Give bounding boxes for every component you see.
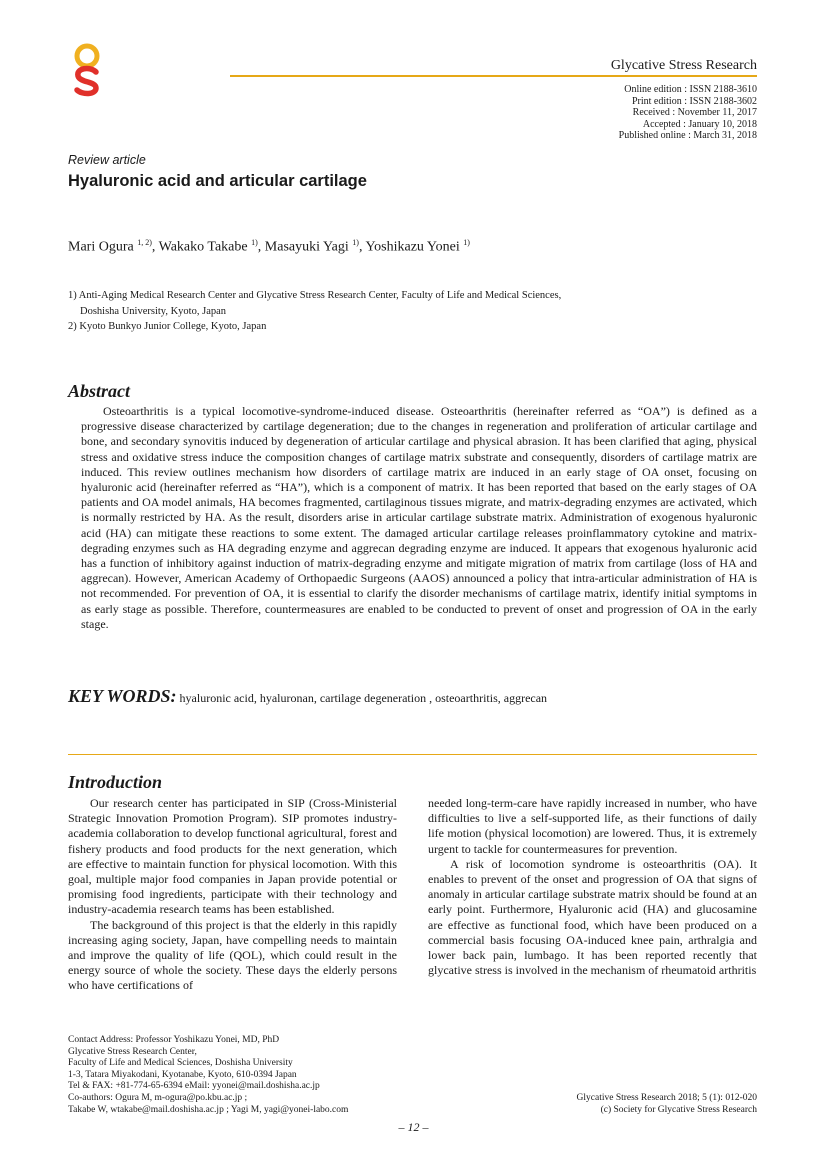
online-issn: Online edition : ISSN 2188-3610: [624, 84, 757, 95]
section-divider: [68, 754, 757, 755]
accepted-date: Accepted : January 10, 2018: [642, 118, 757, 130]
contact-line: Contact Address: Professor Yoshikazu Yonei, MD, PhD: [68, 1035, 280, 1045]
header-rule: [230, 75, 757, 77]
contact-line: Glycative Stress Research Center,: [68, 1046, 197, 1057]
author-name: Masayuki Yagi: [264, 239, 349, 255]
abstract-heading: Abstract: [68, 381, 131, 401]
introduction-heading: Introduction: [68, 772, 163, 792]
author-affiliation-ref: 1): [251, 238, 258, 247]
journal-name: Glycative Stress Research: [610, 58, 757, 73]
received-date: Received : November 11, 2017: [632, 107, 757, 119]
keywords: [68, 686, 547, 707]
citation: [577, 1093, 757, 1116]
abstract-body: Osteoarthritis is a typical locomotive-syndrome-induced disease. Osteoarthritis (hereinafter referred as “OA”) is defined as a progressive disease characterized by cartilage degeneration; due to the changes in regeneration and proliferation of articular cartilage and bone, and secondary synovitis induced by degeneration of articular cartilage and physical abrasion. It has been clarified that aging, physical stress and oxidative stress induce the composition changes of cartilage matrix substrate and consequently, disorders of cartilage matrix are induced. This review outlines mechanism how disorders of cartilage matrix are induced in an early stage of OA onset, focusing on hyaluronic acid (hereinafter referred as “HA”), which is a component of matrix. It has been reported that based on the early stages of OA patients and OA model animals, HA becomes fragmented, cartilaginous tissues migrate, and matrix-degrading enzymes are activated, which is normally restricted by HA. As the result, disorders arise in articular cartilage substrate matrix. Administration of exogenous hyaluronic acid (HA) can mitigate these reactions to some extent. The damaged articular cartilage releases proinflammatory cytokine and matrix-degrading enzymes such as HA degrading enzyme and aggrecan degrading enzyme are induced. It appears that exogenous hyaluronic acid has a function of inhibitory against induction of matrix-degrading enzyme and mitigate migration of matrix from cartilage (loss of HA and aggrecan). However, American Academy of Orthopaedic Surgeons (AAOS) announced a policy that intra-articular administration of HA is not recommended. For prevention of OA, it is essential to clarify the disorder mechanisms of cartilage matrix, identify initial symptoms in as early stage as possible. Therefore, countermeasures are enabled to be conducted to prevent of onset and progression of OA in the early stage.: [81, 404, 757, 631]
article-type: Review article: [68, 153, 146, 167]
contact-line: Takabe W, wtakabe@mail.doshisha.ac.jp ; Yagi M, yagi@yonei-labo.com: [68, 1104, 349, 1115]
keywords-label: KEY WORDS:: [68, 686, 177, 706]
page-number: – 12 –: [398, 1120, 429, 1134]
author-affiliation-ref: 1, 2): [137, 238, 152, 247]
paragraph: Our research center has participated in SIP (Cross-Ministerial Strategic Innovation Promotion Program). SIP promotes industry-academia collaboration to develop functional agricultural, forest and fishery products and food products for the next generation, which are effective to maintain function for physical locomotion. With this goal, multiple major food companies in Japan provide potential or promising food ingredients, participate with their technology and industry-academia research teams has been established.: [68, 796, 397, 917]
contact-line: Co-authors: Ogura M, m-ogura@po.kbu.ac.jp ;: [68, 1092, 248, 1103]
contact-address: [68, 1035, 348, 1116]
citation-line: Glycative Stress Research 2018; 5 (1): 012-020: [576, 1093, 757, 1103]
contact-line: Tel & FAX: +81-774-65-6394 eMail: yyonei@mail.doshisha.ac.jp: [68, 1081, 320, 1092]
intro-right-column: [428, 796, 757, 978]
paragraph: A risk of locomotion syndrome is osteoarthritis (OA). It enables to prevent of the onset and progression of OA that signs of anomaly in articular cartilage substrate matrix should be found at an early point. Furthermore, Hyaluronic acid (HA) and glucosamine are effective as functional food, which have been produced on a commercial basis focusing OA-induced knee pain, arthralgia and lower back pain, lumbago. It has been reported recently that glycative stress is involved in the mechanism of rheumatoid arthritis: [428, 856, 757, 978]
contact-line: 1-3, Tatara Miyakodani, Kyotanabe, Kyoto, 610-0394 Japan: [68, 1069, 297, 1080]
paragraph: The background of this project is that the elderly in this rapidly increasing aging society, Japan, have compelling needs to maintain and improve the quality of life (QOL), which could result in the energy source of whole the society. These days the elderly persons who have certifications of: [68, 917, 397, 993]
keywords-list: hyaluronic acid, hyaluronan, cartilage degeneration , osteoarthritis, aggrecan: [176, 691, 548, 705]
affiliation-line: 1) Anti-Aging Medical Research Center and Glycative Stress Research Center, Faculty of Life and Medical Sciences,: [68, 290, 562, 301]
published-date: Published online : March 31, 2018: [618, 130, 757, 142]
affiliations: [68, 288, 561, 335]
author-name: Mari Ogura: [68, 239, 134, 255]
affiliation-line: Doshisha University, Kyoto, Japan: [80, 305, 227, 317]
author-affiliation-ref: 1): [463, 238, 470, 247]
author-name: Yoshikazu Yonei: [365, 239, 460, 255]
author-name: Wakako Takabe: [158, 239, 248, 255]
copyright-line: (c) Society for Glycative Stress Research: [600, 1104, 757, 1115]
affiliation-line: 2) Kyoto Bunkyo Junior College, Kyoto, Japan: [68, 321, 267, 332]
author-list: Mari Ogura $^{1, 2)}$, Wakako Takabe $^{1)}$, Masayuki Yagi $^{1)}$, Yoshikazu Yonei $^{1)}$: [68, 238, 470, 255]
intro-left-column: [68, 796, 397, 994]
journal-logo: [70, 42, 104, 98]
article-title: Hyaluronic acid and articular cartilage: [68, 172, 367, 190]
contact-line: Faculty of Life and Medical Sciences, Doshisha University: [68, 1058, 293, 1069]
paragraph: needed long-term-care have rapidly increased in number, who have difficulties to live a self-supported life, as their functions of daily life motion (physical locomotion) are lowered. Thus, it is extremely urgent to tackle for countermeasures for prevention.: [428, 796, 757, 856]
author-affiliation-ref: 1): [352, 238, 359, 247]
publication-info: [619, 84, 757, 142]
print-issn: Print edition : ISSN 2188-3602: [631, 95, 757, 107]
